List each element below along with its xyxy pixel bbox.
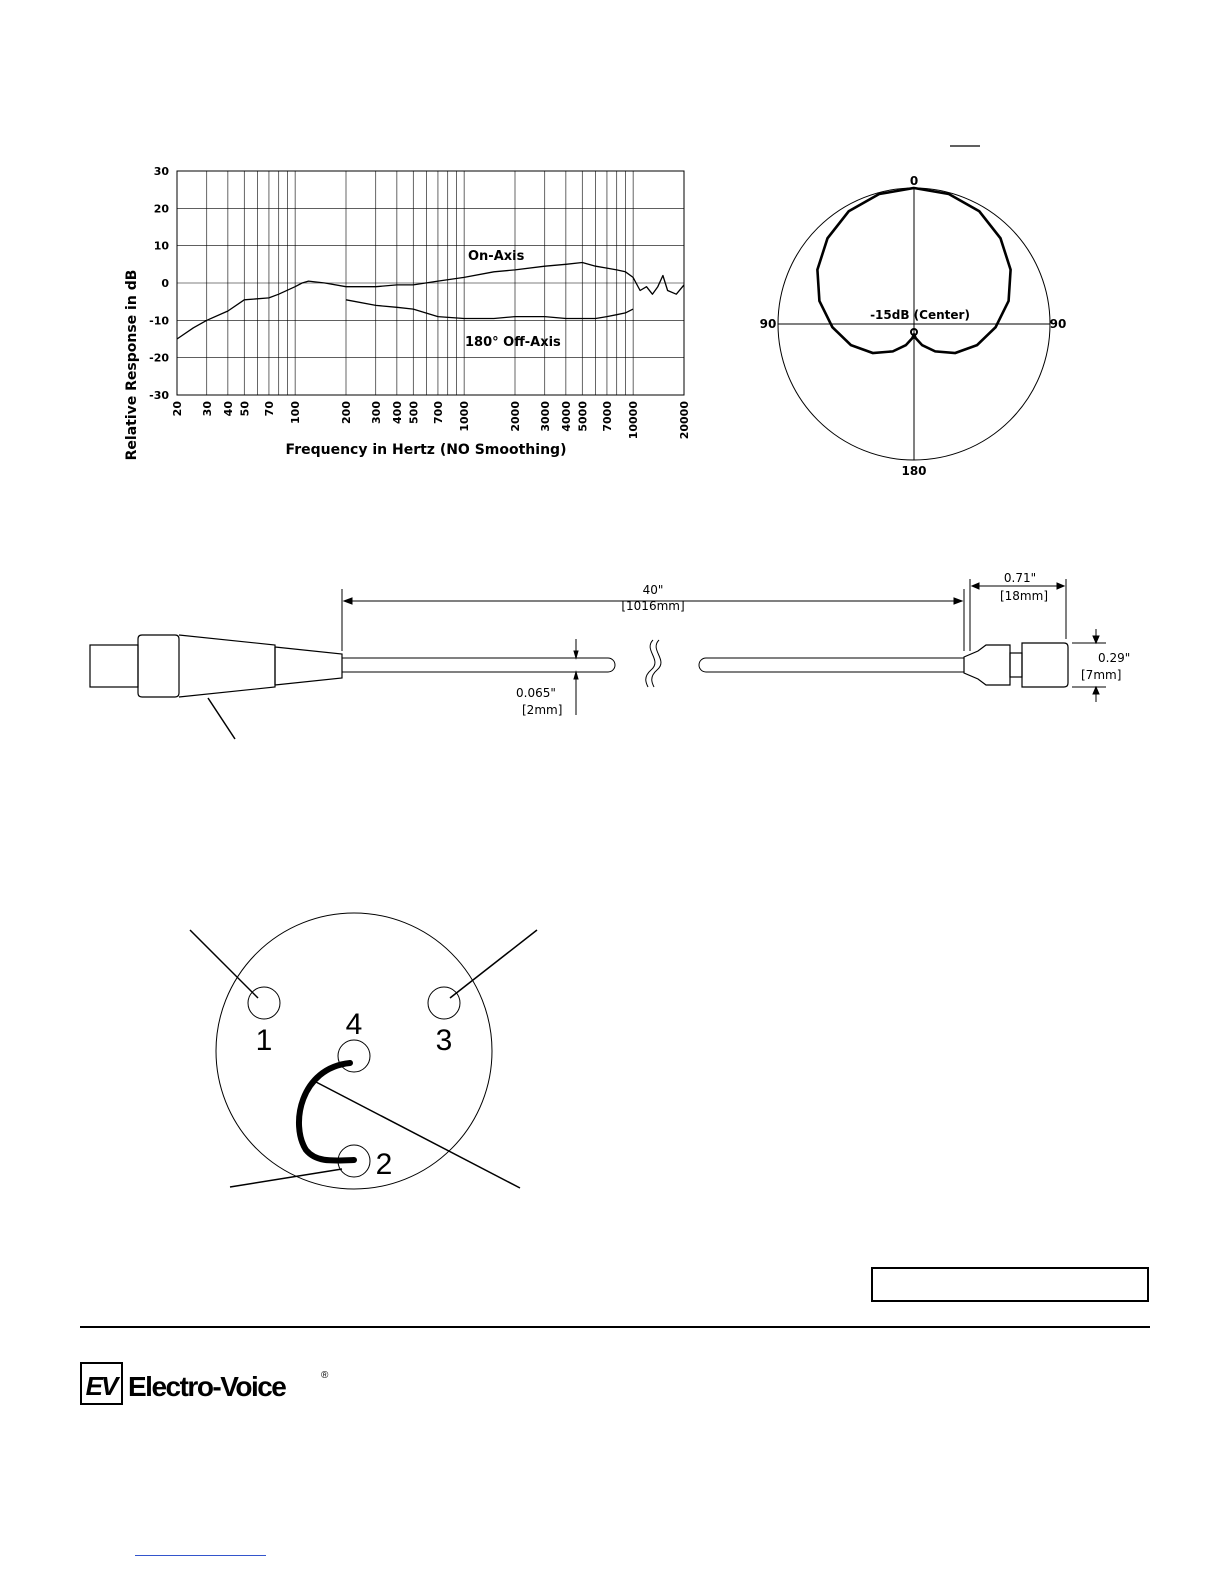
pin-3-label: 3	[435, 1024, 453, 1057]
x-tick-label: 2000	[509, 401, 522, 432]
y-tick-label: -20	[149, 351, 169, 365]
logo-badge-text: EV	[85, 1371, 117, 1401]
frequency-response-chart	[100, 150, 720, 470]
polar-pattern-chart	[740, 130, 1100, 490]
cable-diameter-mm-label: [2mm]	[522, 703, 563, 717]
head-diameter-label: 0.29"	[1098, 651, 1131, 665]
cable-length-label: 40"	[642, 583, 664, 597]
series-line-off-axis	[346, 300, 633, 319]
y-tick-label: 10	[153, 239, 169, 253]
head-length-mm-label: [18mm]	[999, 589, 1049, 603]
leader-pin-1	[190, 930, 258, 998]
leader-pin-2	[230, 1169, 342, 1187]
x-axis-label: Frequency in Hertz (NO Smoothing)	[285, 442, 567, 458]
cable	[342, 658, 964, 672]
x-tick-label: 300	[369, 401, 383, 424]
pin-3	[428, 987, 460, 1019]
leader-pin-3	[450, 930, 537, 998]
footer-rule	[80, 1326, 1150, 1328]
head-length-label: 0.71"	[1003, 571, 1037, 585]
connector-pinout-diagram	[180, 910, 560, 1210]
footer-box	[871, 1267, 1149, 1302]
x-tick-label: 30	[200, 401, 214, 417]
pin-1-label: 1	[255, 1024, 273, 1057]
polar-label-top: 0	[909, 174, 919, 188]
x-tick-label: 7000	[600, 401, 614, 432]
x-tick-label: 100	[289, 401, 303, 424]
x-tick-label: 400	[390, 401, 404, 424]
polar-label-bottom: 180	[901, 464, 927, 478]
polar-center-label: -15dB (Center)	[870, 308, 970, 322]
series-line-on-axis	[177, 263, 684, 340]
y-tick-label: 30	[153, 165, 169, 178]
cable-break-symbol	[646, 640, 661, 687]
x-tick-label: 500	[407, 401, 421, 424]
pin-4-label: 4	[345, 1008, 363, 1041]
x-tick-label: 200	[340, 401, 353, 424]
connector-leader-line	[208, 698, 235, 739]
x-tick-label: 4000	[559, 401, 573, 432]
x-tick-label: 50	[238, 401, 252, 417]
x-tick-label: 1000	[458, 401, 472, 432]
x-tick-label: 70	[262, 401, 276, 417]
y-tick-label: 0	[161, 277, 169, 290]
polar-label-left: 90	[759, 317, 777, 331]
x-tick-label: 40	[221, 401, 235, 417]
series-lines	[177, 263, 684, 340]
y-axis-label: Relative Response in dB	[124, 269, 140, 461]
logo-registered-mark: ®	[321, 1370, 329, 1381]
annotation-off-axis: 180° Off-Axis	[465, 335, 561, 350]
y-tick-label: 20	[153, 202, 169, 216]
pin-4	[338, 1040, 370, 1072]
cable-length-mm-label: [1016mm]	[621, 599, 685, 613]
connector-plug	[90, 635, 342, 697]
annotation-on-axis: On-Axis	[468, 249, 525, 264]
footer-link-underline[interactable]	[135, 1555, 266, 1556]
x-tick-label: 3000	[538, 401, 552, 432]
pin-2-label: 2	[375, 1148, 393, 1181]
head-diameter-mm-label: [7mm]	[1081, 668, 1122, 682]
logo-brand-text: Electro-Voice	[128, 1371, 286, 1402]
cable-diameter-label: 0.065"	[516, 686, 556, 700]
jumper-wire	[299, 1063, 354, 1161]
x-tick-label: 10000	[627, 401, 641, 440]
y-tick-label: -30	[149, 389, 169, 402]
electro-voice-logo	[80, 1362, 340, 1408]
polar-label-right: 90	[1049, 317, 1067, 331]
leader-jumper	[316, 1082, 520, 1188]
cable-dimension-drawing	[80, 565, 1140, 750]
x-tick-label: 20000	[678, 401, 691, 440]
x-tick-label: 700	[431, 401, 445, 424]
microphone-head	[964, 643, 1068, 687]
y-tick-label: -10	[149, 314, 169, 328]
frequency-grid	[177, 171, 684, 395]
x-tick-label: 5000	[576, 400, 590, 432]
x-tick-label: 20	[171, 401, 184, 417]
y-tick-labels	[149, 165, 169, 402]
cable-diameter-dimension	[574, 639, 578, 715]
head-diameter-dimension	[1072, 629, 1106, 702]
x-tick-labels	[171, 401, 691, 440]
